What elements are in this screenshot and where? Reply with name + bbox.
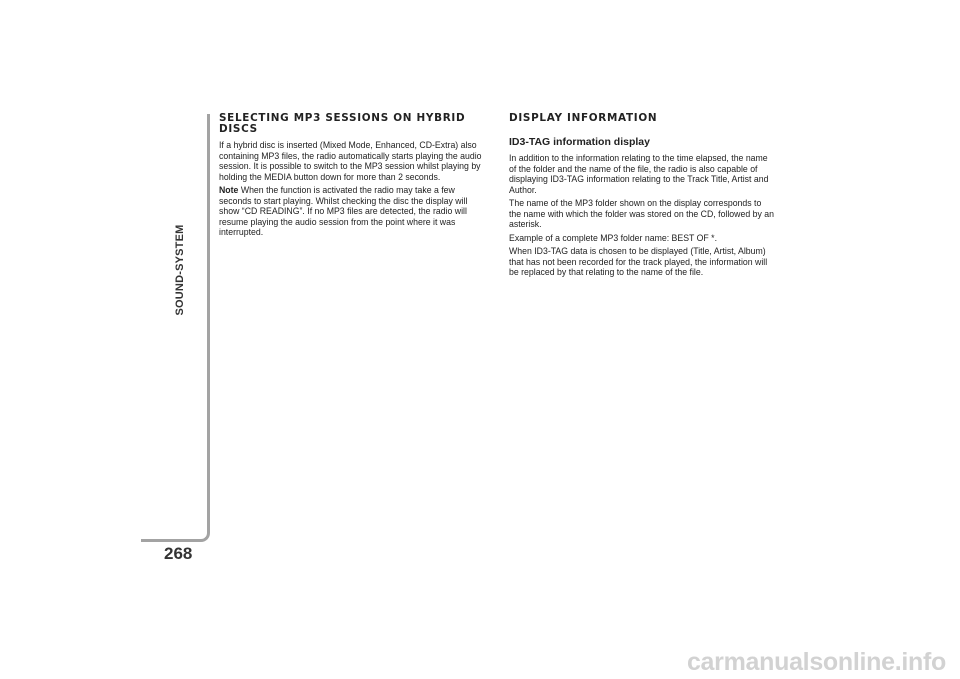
page-number: 268 [164, 544, 193, 563]
section-label: SOUND-SYSTEM [174, 224, 186, 316]
id3-tag-subheading: ID3-TAG information display [509, 136, 650, 148]
paragraph: When ID3-TAG data is chosen to be displayed (Title, Artist, Album) that has not been recorded for the track played, the information will be replaced by that relating to the name of the file. [509, 246, 768, 277]
page-margin-rail [141, 114, 210, 542]
note-paragraph [219, 185, 484, 238]
paragraph: In addition to the information relating to the time elapsed, the name of the folder and the name of the file, the radio is also capable of displaying ID3-TAG information relating to the Track Title, Artist and Author. [509, 153, 769, 195]
watermark: carmanualsonline.info [686, 648, 946, 676]
paragraph: Example of a complete MP3 folder name: BEST OF *. [509, 232, 718, 243]
hybrid-discs-paragraph: If a hybrid disc is inserted (Mixed Mode, Enhanced, CD-Extra) also containing MP3 files, the radio automatically starts playing the audio session. It is possible to switch to the MP3 session whilst playing by holding the MEDIA button down for more than 2 seconds. [219, 140, 482, 182]
note-text: When the function is activated the radio may take a few seconds to start playing. Whilst checking the disc the display will show “CD READING”. If no MP3 files are detected, the radio will resume playing the audio session from the point where it was interrupted. [219, 185, 468, 237]
hybrid-discs-heading: SELECTING MP3 SESSIONS ON HYBRID DISCS [219, 112, 466, 135]
display-information-heading: DISPLAY INFORMATION [509, 112, 658, 124]
note-label: Note [219, 185, 239, 195]
paragraph: The name of the MP3 folder shown on the display corresponds to the name with which the folder was stored on the CD, followed by an asterisk. [509, 198, 774, 229]
right-column [509, 113, 787, 281]
left-column [219, 113, 495, 241]
